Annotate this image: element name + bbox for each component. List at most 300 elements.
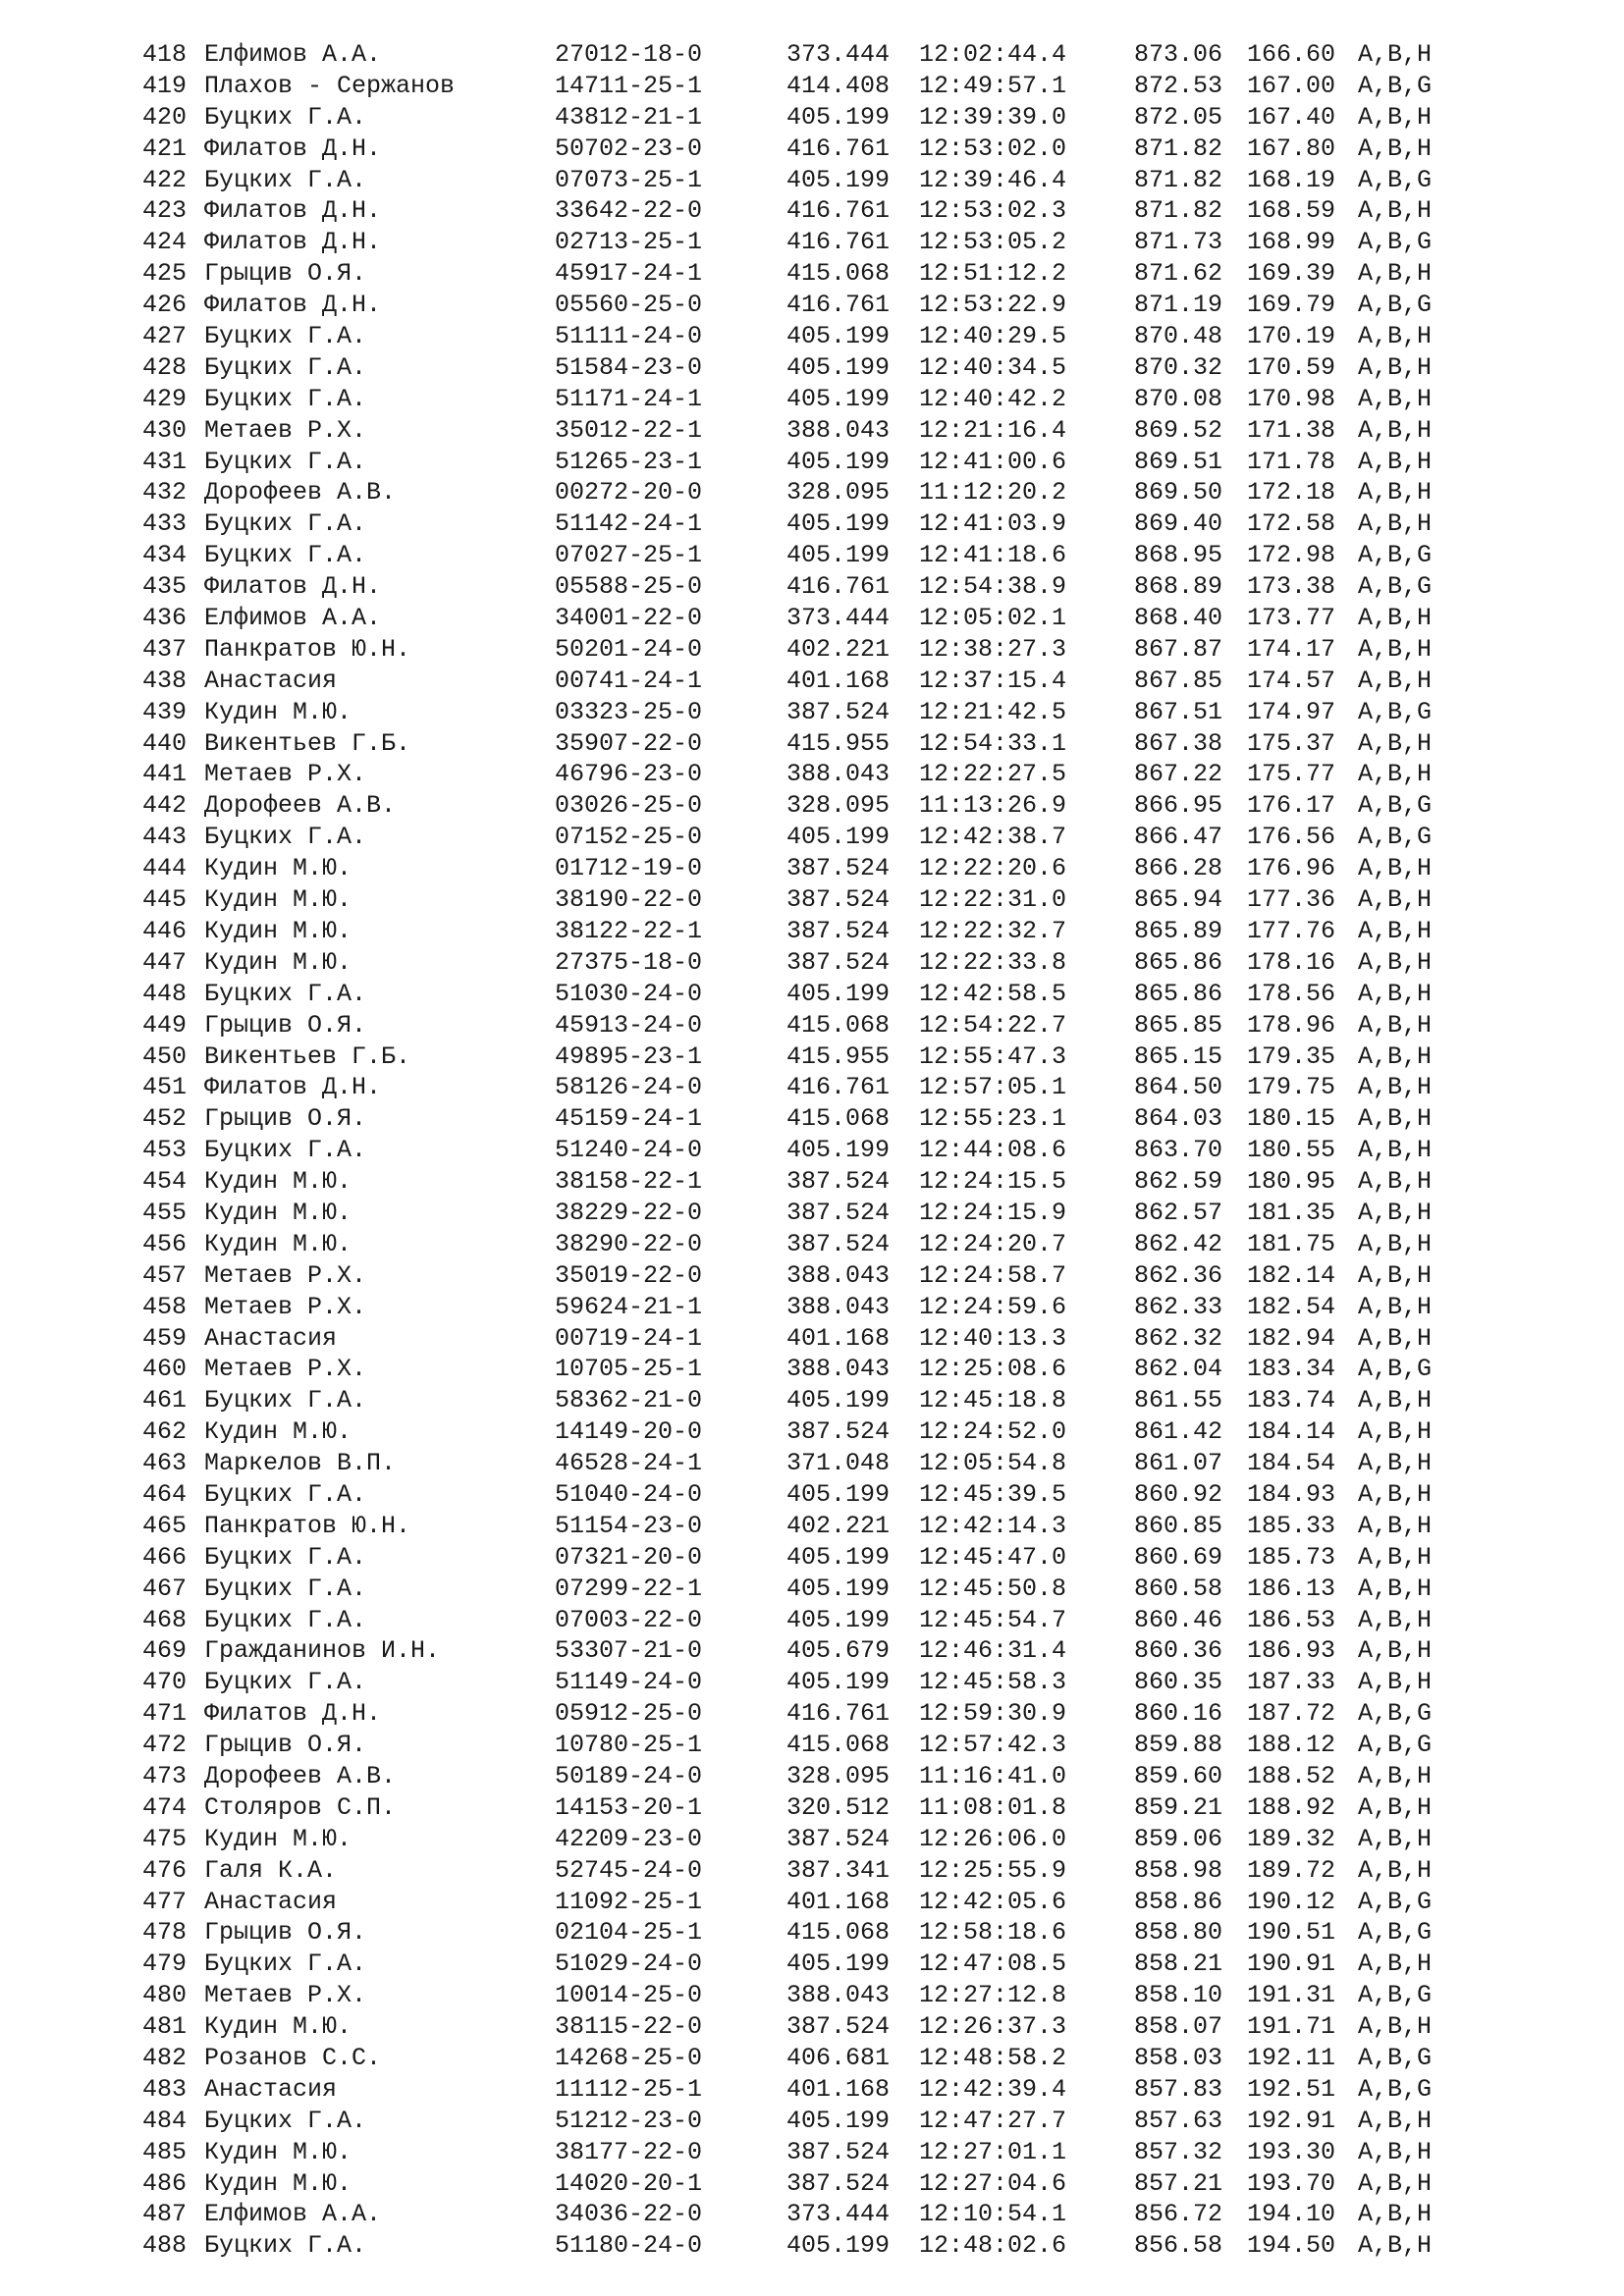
points-cell: 181.35 <box>1247 1198 1336 1227</box>
speed-cell: 866.28 <box>1134 854 1223 883</box>
points-cell: 167.00 <box>1247 71 1336 100</box>
ring-number-cell: 02713-25-1 <box>555 228 703 257</box>
groups-cell: A,B,H <box>1358 2106 1433 2135</box>
ring-number-cell: 58362-21-0 <box>555 1386 703 1415</box>
table-row <box>142 1917 1478 1949</box>
points-cell: 172.58 <box>1247 509 1336 539</box>
speed-cell: 861.42 <box>1134 1417 1223 1447</box>
speed-cell: 858.07 <box>1134 2012 1223 2042</box>
distance-cell: 402.221 <box>786 1511 891 1540</box>
table-row <box>142 2106 1478 2137</box>
ring-number-cell: 03026-25-0 <box>555 791 703 821</box>
points-cell: 174.57 <box>1247 666 1336 695</box>
distance-cell: 387.524 <box>786 916 891 945</box>
arrival-time-cell: 12:21:16.4 <box>919 415 1067 445</box>
distance-cell: 373.444 <box>786 2200 891 2229</box>
ring-number-cell: 00272-20-0 <box>555 478 703 507</box>
speed-cell: 863.70 <box>1134 1136 1223 1165</box>
groups-cell: A,B,H <box>1358 1511 1433 1540</box>
place-cell: 455 <box>142 1198 188 1227</box>
groups-cell: A,B,H <box>1358 947 1433 977</box>
table-row <box>142 634 1478 666</box>
groups-cell: A,B,H <box>1358 2231 1433 2261</box>
participant-name-cell: Плахов - Сержанов <box>204 71 456 100</box>
arrival-time-cell: 12:40:42.2 <box>919 384 1067 413</box>
place-cell: 439 <box>142 697 188 726</box>
place-cell: 447 <box>142 947 188 977</box>
arrival-time-cell: 12:54:22.7 <box>919 1010 1067 1040</box>
table-row <box>142 1542 1478 1574</box>
table-row <box>142 1980 1478 2011</box>
ring-number-cell: 35019-22-0 <box>555 1260 703 1290</box>
speed-cell: 858.80 <box>1134 1918 1223 1948</box>
table-row <box>142 352 1478 384</box>
speed-cell: 856.58 <box>1134 2231 1223 2261</box>
arrival-time-cell: 12:53:22.9 <box>919 291 1067 320</box>
groups-cell: A,B,H <box>1358 1041 1433 1071</box>
speed-cell: 868.40 <box>1134 604 1223 633</box>
participant-name-cell: Буцких Г.А. <box>204 541 367 570</box>
participant-name-cell: Буцких Г.А. <box>204 979 367 1008</box>
ring-number-cell: 10014-25-0 <box>555 1981 703 2010</box>
points-cell: 169.79 <box>1247 291 1336 320</box>
points-cell: 186.13 <box>1247 1574 1336 1603</box>
groups-cell: A,B,H <box>1358 1198 1433 1227</box>
arrival-time-cell: 12:27:01.1 <box>919 2137 1067 2166</box>
arrival-time-cell: 12:22:33.8 <box>919 947 1067 977</box>
arrival-time-cell: 12:40:13.3 <box>919 1323 1067 1353</box>
points-cell: 172.98 <box>1247 541 1336 570</box>
place-cell: 418 <box>142 40 188 69</box>
table-row <box>142 1448 1478 1479</box>
distance-cell: 416.761 <box>786 196 891 226</box>
distance-cell: 387.524 <box>786 885 891 915</box>
points-cell: 190.91 <box>1247 1949 1336 1979</box>
table-row <box>142 258 1478 290</box>
participant-name-cell: Кудин М.Ю. <box>204 854 352 883</box>
participant-name-cell: Филатов Д.Н. <box>204 572 382 602</box>
ring-number-cell: 00719-24-1 <box>555 1323 703 1353</box>
arrival-time-cell: 12:25:08.6 <box>919 1355 1067 1384</box>
points-cell: 192.11 <box>1247 2044 1336 2072</box>
groups-cell: A,B,H <box>1358 1260 1433 1290</box>
ring-number-cell: 59624-21-1 <box>555 1292 703 1321</box>
speed-cell: 859.60 <box>1134 1761 1223 1790</box>
participant-name-cell: Филатов Д.Н. <box>204 196 382 226</box>
participant-name-cell: Грыцив О.Я. <box>204 1104 367 1134</box>
points-cell: 170.59 <box>1247 352 1336 382</box>
ring-number-cell: 05560-25-0 <box>555 291 703 320</box>
ring-number-cell: 38177-22-0 <box>555 2137 703 2166</box>
arrival-time-cell: 12:39:46.4 <box>919 165 1067 194</box>
place-cell: 486 <box>142 2168 188 2198</box>
table-row <box>142 1292 1478 1323</box>
participant-name-cell: Дорофеев А.В. <box>204 478 397 507</box>
speed-cell: 860.69 <box>1134 1542 1223 1572</box>
ring-number-cell: 27375-18-0 <box>555 947 703 977</box>
arrival-time-cell: 12:40:34.5 <box>919 352 1067 382</box>
distance-cell: 388.043 <box>786 1292 891 1321</box>
place-cell: 457 <box>142 1260 188 1290</box>
arrival-time-cell: 11:13:26.9 <box>919 791 1067 821</box>
arrival-time-cell: 12:45:47.0 <box>919 1542 1067 1572</box>
points-cell: 182.94 <box>1247 1323 1336 1353</box>
distance-cell: 405.199 <box>786 2106 891 2135</box>
groups-cell: A,B,G <box>1358 572 1433 602</box>
distance-cell: 328.095 <box>786 791 891 821</box>
groups-cell: A,B,H <box>1358 478 1433 507</box>
speed-cell: 860.36 <box>1134 1636 1223 1666</box>
groups-cell: A,B,H <box>1358 102 1433 132</box>
ring-number-cell: 02104-25-1 <box>555 1918 703 1948</box>
distance-cell: 406.681 <box>786 2044 891 2072</box>
place-cell: 449 <box>142 1010 188 1040</box>
points-cell: 194.50 <box>1247 2231 1336 2261</box>
points-cell: 178.56 <box>1247 979 1336 1008</box>
arrival-time-cell: 12:24:52.0 <box>919 1417 1067 1447</box>
ring-number-cell: 05912-25-0 <box>555 1699 703 1729</box>
speed-cell: 857.63 <box>1134 2106 1223 2135</box>
speed-cell: 867.51 <box>1134 697 1223 726</box>
groups-cell: A,B,H <box>1358 885 1433 915</box>
participant-name-cell: Буцких Г.А. <box>204 2106 367 2135</box>
arrival-time-cell: 12:24:59.6 <box>919 1292 1067 1321</box>
speed-cell: 871.62 <box>1134 259 1223 289</box>
place-cell: 453 <box>142 1136 188 1165</box>
table-row <box>142 1166 1478 1198</box>
groups-cell: A,B,H <box>1358 1292 1433 1321</box>
participant-name-cell: Кудин М.Ю. <box>204 2137 352 2166</box>
arrival-time-cell: 12:02:44.4 <box>919 40 1067 69</box>
arrival-time-cell: 12:22:20.6 <box>919 854 1067 883</box>
ring-number-cell: 03323-25-0 <box>555 697 703 726</box>
place-cell: 458 <box>142 1292 188 1321</box>
points-cell: 183.34 <box>1247 1355 1336 1384</box>
arrival-time-cell: 12:46:31.4 <box>919 1636 1067 1666</box>
groups-cell: A,B,H <box>1358 604 1433 633</box>
speed-cell: 864.50 <box>1134 1073 1223 1102</box>
participant-name-cell: Кудин М.Ю. <box>204 885 352 915</box>
ring-number-cell: 46528-24-1 <box>555 1449 703 1478</box>
arrival-time-cell: 12:45:50.8 <box>919 1574 1067 1603</box>
table-row <box>142 227 1478 258</box>
speed-cell: 857.32 <box>1134 2137 1223 2166</box>
ring-number-cell: 52745-24-0 <box>555 1855 703 1885</box>
arrival-time-cell: 12:44:08.6 <box>919 1136 1067 1165</box>
speed-cell: 861.07 <box>1134 1449 1223 1478</box>
place-cell: 443 <box>142 823 188 852</box>
participant-name-cell: Метаев Р.Х. <box>204 1292 367 1321</box>
ring-number-cell: 45159-24-1 <box>555 1104 703 1134</box>
distance-cell: 405.199 <box>786 1949 891 1979</box>
speed-cell: 866.95 <box>1134 791 1223 821</box>
points-cell: 175.37 <box>1247 728 1336 758</box>
participant-name-cell: Галя К.А. <box>204 1855 338 1885</box>
ring-number-cell: 07073-25-1 <box>555 165 703 194</box>
groups-cell: A,B,H <box>1358 854 1433 883</box>
ring-number-cell: 51240-24-0 <box>555 1136 703 1165</box>
participant-name-cell: Маркелов В.П. <box>204 1449 397 1478</box>
ring-number-cell: 33642-22-0 <box>555 196 703 226</box>
distance-cell: 387.524 <box>786 854 891 883</box>
arrival-time-cell: 12:47:08.5 <box>919 1949 1067 1979</box>
distance-cell: 371.048 <box>786 1449 891 1478</box>
ring-number-cell: 42209-23-0 <box>555 1824 703 1853</box>
groups-cell: A,B,G <box>1358 697 1433 726</box>
participant-name-cell: Филатов Д.Н. <box>204 1073 382 1102</box>
table-row <box>142 102 1478 133</box>
participant-name-cell: Грыцив О.Я. <box>204 1010 367 1040</box>
speed-cell: 860.16 <box>1134 1699 1223 1729</box>
points-cell: 187.72 <box>1247 1699 1336 1729</box>
participant-name-cell: Елфимов А.А. <box>204 40 382 69</box>
speed-cell: 860.92 <box>1134 1479 1223 1509</box>
participant-name-cell: Буцких Г.А. <box>204 1949 367 1979</box>
table-row <box>142 728 1478 760</box>
arrival-time-cell: 12:05:02.1 <box>919 604 1067 633</box>
speed-cell: 860.46 <box>1134 1605 1223 1634</box>
table-row <box>142 1260 1478 1292</box>
place-cell: 461 <box>142 1386 188 1415</box>
arrival-time-cell: 12:41:18.6 <box>919 541 1067 570</box>
ring-number-cell: 38229-22-0 <box>555 1198 703 1227</box>
table-row <box>142 1198 1478 1229</box>
place-cell: 467 <box>142 1574 188 1603</box>
ring-number-cell: 51111-24-0 <box>555 322 703 351</box>
distance-cell: 414.408 <box>786 71 891 100</box>
groups-cell: A,B,H <box>1358 728 1433 758</box>
points-cell: 182.14 <box>1247 1260 1336 1290</box>
distance-cell: 416.761 <box>786 1699 891 1729</box>
groups-cell: A,B,H <box>1358 1104 1433 1134</box>
distance-cell: 405.199 <box>786 384 891 413</box>
ring-number-cell: 01712-19-0 <box>555 854 703 883</box>
participant-name-cell: Буцких Г.А. <box>204 102 367 132</box>
distance-cell: 415.068 <box>786 259 891 289</box>
groups-cell: A,B,H <box>1358 1824 1433 1853</box>
points-cell: 184.54 <box>1247 1449 1336 1478</box>
place-cell: 436 <box>142 604 188 633</box>
place-cell: 442 <box>142 791 188 821</box>
table-row <box>142 1229 1478 1260</box>
groups-cell: A,B,H <box>1358 1855 1433 1885</box>
ring-number-cell: 51040-24-0 <box>555 1479 703 1509</box>
speed-cell: 870.48 <box>1134 322 1223 351</box>
table-row <box>142 853 1478 884</box>
speed-cell: 859.06 <box>1134 1824 1223 1853</box>
groups-cell: A,B,H <box>1358 1386 1433 1415</box>
participant-name-cell: Буцких Г.А. <box>204 1386 367 1415</box>
speed-cell: 857.21 <box>1134 2168 1223 2198</box>
groups-cell: A,B,H <box>1358 2137 1433 2166</box>
ring-number-cell: 35012-22-1 <box>555 415 703 445</box>
arrival-time-cell: 12:26:37.3 <box>919 2012 1067 2042</box>
distance-cell: 328.095 <box>786 1761 891 1790</box>
ring-number-cell: 50702-23-0 <box>555 133 703 163</box>
ring-number-cell: 45917-24-1 <box>555 259 703 289</box>
table-row <box>142 39 1478 71</box>
points-cell: 180.15 <box>1247 1104 1336 1134</box>
points-cell: 186.53 <box>1247 1605 1336 1634</box>
points-cell: 177.36 <box>1247 885 1336 915</box>
arrival-time-cell: 12:45:54.7 <box>919 1605 1067 1634</box>
place-cell: 422 <box>142 165 188 194</box>
place-cell: 420 <box>142 102 188 132</box>
distance-cell: 416.761 <box>786 133 891 163</box>
participant-name-cell: Столяров С.П. <box>204 1792 397 1822</box>
groups-cell: A,B,H <box>1358 1479 1433 1509</box>
table-row <box>142 916 1478 947</box>
groups-cell: A,B,H <box>1358 1636 1433 1666</box>
points-cell: 168.59 <box>1247 196 1336 226</box>
points-cell: 170.98 <box>1247 384 1336 413</box>
place-cell: 454 <box>142 1167 188 1197</box>
points-cell: 174.17 <box>1247 634 1336 664</box>
table-row <box>142 1761 1478 1792</box>
ring-number-cell: 51029-24-0 <box>555 1949 703 1979</box>
groups-cell: A,B,H <box>1358 1605 1433 1634</box>
participant-name-cell: Буцких Г.А. <box>204 1479 367 1509</box>
speed-cell: 869.51 <box>1134 447 1223 476</box>
speed-cell: 872.53 <box>1134 71 1223 100</box>
points-cell: 190.12 <box>1247 1887 1336 1916</box>
participant-name-cell: Грыцив О.Я. <box>204 1918 367 1948</box>
place-cell: 427 <box>142 322 188 351</box>
speed-cell: 858.98 <box>1134 1855 1223 1885</box>
participant-name-cell: Елфимов А.А. <box>204 2200 382 2229</box>
participant-name-cell: Анастасия <box>204 2074 338 2104</box>
ring-number-cell: 45913-24-0 <box>555 1010 703 1040</box>
distance-cell: 387.524 <box>786 1198 891 1227</box>
arrival-time-cell: 12:41:00.6 <box>919 447 1067 476</box>
speed-cell: 860.35 <box>1134 1668 1223 1697</box>
points-cell: 193.70 <box>1247 2168 1336 2198</box>
ring-number-cell: 46796-23-0 <box>555 760 703 789</box>
ring-number-cell: 07003-22-0 <box>555 1605 703 1634</box>
table-row <box>142 384 1478 415</box>
groups-cell: A,B,H <box>1358 2200 1433 2229</box>
speed-cell: 870.32 <box>1134 352 1223 382</box>
ring-number-cell: 49895-23-1 <box>555 1041 703 1071</box>
distance-cell: 387.341 <box>786 1855 891 1885</box>
arrival-time-cell: 12:42:39.4 <box>919 2074 1067 2104</box>
groups-cell: A,B,G <box>1358 1699 1433 1729</box>
distance-cell: 415.955 <box>786 1041 891 1071</box>
arrival-time-cell: 12:21:42.5 <box>919 697 1067 726</box>
arrival-time-cell: 12:42:05.6 <box>919 1887 1067 1916</box>
participant-name-cell: Буцких Г.А. <box>204 823 367 852</box>
table-row <box>142 415 1478 447</box>
arrival-time-cell: 12:48:58.2 <box>919 2044 1067 2072</box>
speed-cell: 860.58 <box>1134 1574 1223 1603</box>
place-cell: 419 <box>142 71 188 100</box>
place-cell: 435 <box>142 572 188 602</box>
place-cell: 423 <box>142 196 188 226</box>
groups-cell: A,B,H <box>1358 133 1433 163</box>
arrival-time-cell: 12:45:18.8 <box>919 1386 1067 1415</box>
participant-name-cell: Розанов С.С. <box>204 2044 382 2072</box>
arrival-time-cell: 11:12:20.2 <box>919 478 1067 507</box>
table-row <box>142 1949 1478 1980</box>
place-cell: 468 <box>142 1605 188 1634</box>
speed-cell: 859.21 <box>1134 1792 1223 1822</box>
groups-cell: A,B,H <box>1358 1668 1433 1697</box>
groups-cell: A,B,G <box>1358 823 1433 852</box>
participant-name-cell: Буцких Г.А. <box>204 2231 367 2261</box>
groups-cell: A,B,H <box>1358 1449 1433 1478</box>
points-cell: 171.78 <box>1247 447 1336 476</box>
place-cell: 440 <box>142 728 188 758</box>
table-row <box>142 1072 1478 1103</box>
table-row <box>142 884 1478 916</box>
table-row <box>142 133 1478 165</box>
ring-number-cell: 58126-24-0 <box>555 1073 703 1102</box>
distance-cell: 415.955 <box>786 728 891 758</box>
groups-cell: A,B,H <box>1358 1761 1433 1790</box>
groups-cell: A,B,G <box>1358 1981 1433 2010</box>
groups-cell: A,B,H <box>1358 760 1433 789</box>
participant-name-cell: Буцких Г.А. <box>204 509 367 539</box>
arrival-time-cell: 12:24:58.7 <box>919 1260 1067 1290</box>
speed-cell: 865.86 <box>1134 947 1223 977</box>
participant-name-cell: Викентьев Г.Б. <box>204 728 411 758</box>
place-cell: 448 <box>142 979 188 1008</box>
ring-number-cell: 51142-24-1 <box>555 509 703 539</box>
speed-cell: 859.88 <box>1134 1731 1223 1760</box>
participant-name-cell: Кудин М.Ю. <box>204 1417 352 1447</box>
points-cell: 187.33 <box>1247 1668 1336 1697</box>
arrival-time-cell: 12:39:39.0 <box>919 102 1067 132</box>
groups-cell: A,B,H <box>1358 1542 1433 1572</box>
ring-number-cell: 35907-22-0 <box>555 728 703 758</box>
table-row <box>142 697 1478 728</box>
points-cell: 191.71 <box>1247 2012 1336 2042</box>
arrival-time-cell: 12:51:12.2 <box>919 259 1067 289</box>
place-cell: 428 <box>142 352 188 382</box>
speed-cell: 860.85 <box>1134 1511 1223 1540</box>
arrival-time-cell: 12:57:42.3 <box>919 1731 1067 1760</box>
groups-cell: A,B,H <box>1358 1136 1433 1165</box>
place-cell: 433 <box>142 509 188 539</box>
table-row <box>142 571 1478 603</box>
table-row <box>142 165 1478 196</box>
participant-name-cell: Филатов Д.Н. <box>204 133 382 163</box>
points-cell: 168.99 <box>1247 228 1336 257</box>
distance-cell: 405.199 <box>786 447 891 476</box>
ring-number-cell: 07299-22-1 <box>555 1574 703 1603</box>
groups-cell: A,B,H <box>1358 509 1433 539</box>
distance-cell: 320.512 <box>786 1792 891 1822</box>
ring-number-cell: 34036-22-0 <box>555 2200 703 2229</box>
groups-cell: A,B,H <box>1358 1010 1433 1040</box>
groups-cell: A,B,H <box>1358 1167 1433 1197</box>
arrival-time-cell: 12:42:58.5 <box>919 979 1067 1008</box>
participant-name-cell: Метаев Р.Х. <box>204 1260 367 1290</box>
participant-name-cell: Буцких Г.А. <box>204 1605 367 1634</box>
place-cell: 475 <box>142 1824 188 1853</box>
distance-cell: 405.199 <box>786 322 891 351</box>
groups-cell: A,B,H <box>1358 447 1433 476</box>
table-row <box>142 1824 1478 1855</box>
participant-name-cell: Кудин М.Ю. <box>204 947 352 977</box>
participant-name-cell: Буцких Г.А. <box>204 1136 367 1165</box>
distance-cell: 416.761 <box>786 572 891 602</box>
place-cell: 430 <box>142 415 188 445</box>
distance-cell: 388.043 <box>786 760 891 789</box>
place-cell: 450 <box>142 1041 188 1071</box>
participant-name-cell: Дорофеев А.В. <box>204 791 397 821</box>
points-cell: 175.77 <box>1247 760 1336 789</box>
